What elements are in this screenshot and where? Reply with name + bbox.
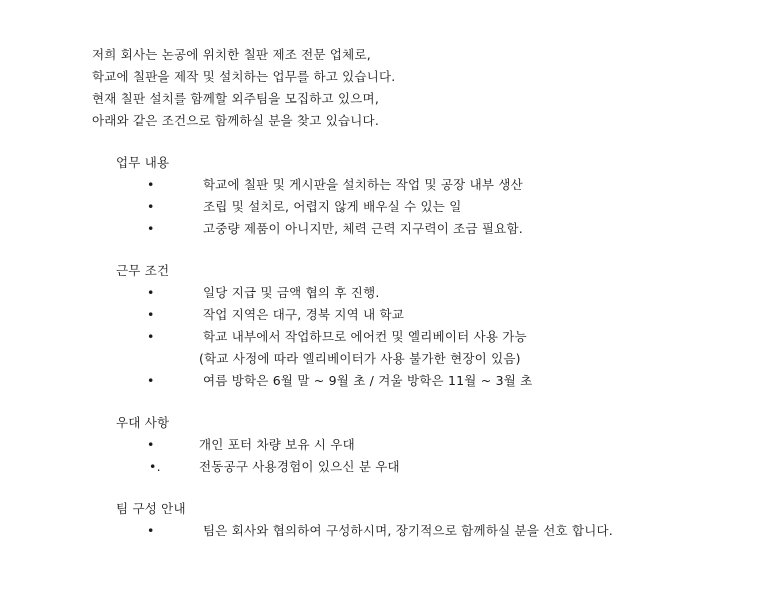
section-title-duties: 업무 내용 [116, 155, 170, 170]
duty-item: 고중량 제품이 아니지만, 체력 근력 지구력이 조금 필요함. [203, 221, 523, 236]
team-item: 팀은 회사와 협의하여 구성하시며, 장기적으로 함께하실 분을 선호 합니다. [203, 523, 613, 538]
duty-item: 조립 및 설치로, 어렵지 않게 배우실 수 있는 일 [203, 199, 462, 214]
condition-item: 여름 방학은 6월 말 ~ 9월 초 / 겨울 방학은 11월 ~ 3월 초 [203, 373, 533, 388]
bullet-marker: • [147, 437, 155, 452]
preference-item: 개인 포터 차량 보유 시 우대 [199, 437, 355, 452]
intro-line-3: 현재 칠판 설치를 함께할 외주팀을 모집하고 있으며, [92, 91, 379, 106]
section-title-team: 팀 구성 안내 [116, 501, 186, 516]
section-title-preferences: 우대 사항 [116, 415, 170, 430]
section-title-conditions: 근무 조건 [116, 263, 170, 278]
intro-line-1: 저희 회사는 논공에 위치한 칠판 제조 전문 업체로, [92, 47, 371, 62]
bullet-marker: • [147, 307, 155, 322]
duty-item: 학교에 칠판 및 게시판을 설치하는 작업 및 공장 내부 생산 [203, 177, 523, 192]
intro-line-2: 학교에 칠판을 제작 및 설치하는 업무를 하고 있습니다. [92, 69, 396, 84]
bullet-marker: • [147, 199, 155, 214]
condition-item: 학교 내부에서 작업하므로 에어컨 및 엘리베이터 사용 가능 [203, 329, 527, 344]
bullet-marker: • [147, 285, 155, 300]
bullet-marker: • [147, 373, 155, 388]
condition-item: 일당 지급 및 금액 협의 후 진행. [203, 285, 380, 300]
preference-item: 전동공구 사용경험이 있으신 분 우대 [199, 459, 400, 474]
condition-item: 작업 지역은 대구, 경북 지역 내 학교 [203, 307, 405, 322]
bullet-marker: • [147, 221, 155, 236]
bullet-marker: • [147, 523, 155, 538]
condition-note: (학교 사정에 따라 엘리베이터가 사용 불가한 현장이 있음) [199, 351, 521, 366]
intro-line-4: 아래와 같은 조건으로 함께하실 분을 찾고 있습니다. [92, 113, 379, 128]
bullet-marker: •. [149, 459, 161, 474]
bullet-marker: • [147, 177, 155, 192]
bullet-marker: • [147, 329, 155, 344]
